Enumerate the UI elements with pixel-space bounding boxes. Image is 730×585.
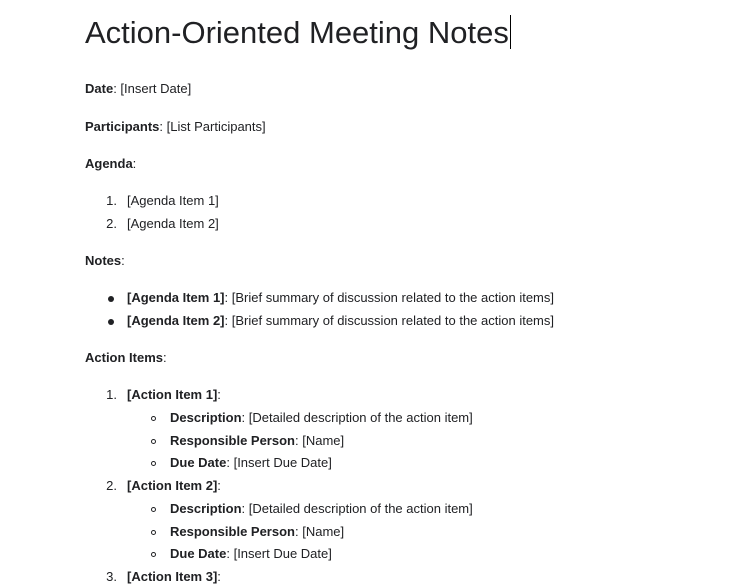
detail-label: Responsible Person <box>170 524 295 539</box>
bullet-circle-icon <box>151 461 156 466</box>
detail-text <box>170 524 344 540</box>
document-title[interactable] <box>85 14 511 52</box>
agenda-label: Agenda <box>85 156 133 171</box>
action-item-title <box>127 569 221 585</box>
detail-label: Due Date <box>170 546 227 561</box>
list-number: 1. <box>106 387 117 402</box>
detail-text <box>170 546 332 562</box>
list-number: 2. <box>106 478 117 493</box>
bullet-circle-icon <box>151 530 156 535</box>
date-label: Date <box>85 81 114 96</box>
participants-field <box>85 119 266 135</box>
action-item-suffix: : <box>217 478 221 493</box>
document-title-text: Action-Oriented Meeting Notes <box>85 15 509 50</box>
detail-label: Responsible Person <box>170 433 295 448</box>
list-item-text: [Agenda Item 1] <box>127 193 219 208</box>
agenda-suffix: : <box>132 156 137 171</box>
action-items-suffix: : <box>163 350 167 365</box>
note-item-title: [Agenda Item 1] <box>127 290 225 305</box>
detail-label: Description <box>170 410 242 425</box>
list-number: 1. <box>106 193 117 208</box>
bullet-disc-icon <box>108 319 114 325</box>
action-items-label: Action Items <box>85 350 164 365</box>
note-item-title: [Agenda Item 2] <box>127 313 225 328</box>
note-item-summary: : [Brief summary of discussion related to the action items] <box>224 313 554 328</box>
participants-label: Participants <box>85 119 160 134</box>
agenda-heading <box>85 156 136 172</box>
action-item-title <box>127 387 221 403</box>
detail-value: : [Detailed description of the action item] <box>241 410 473 425</box>
action-item-name: [Action Item 1] <box>127 387 218 402</box>
detail-text <box>170 455 332 471</box>
list-item-text <box>127 290 554 306</box>
list-number: 2. <box>106 216 117 231</box>
notes-heading <box>85 253 125 269</box>
participants-value: : [List Participants] <box>159 119 266 134</box>
bullet-disc-icon <box>108 296 114 302</box>
detail-text <box>170 501 473 517</box>
detail-text <box>170 410 473 426</box>
notes-label: Notes <box>85 253 122 268</box>
action-item-name: [Action Item 2] <box>127 478 218 493</box>
detail-value: : [Insert Due Date] <box>226 455 332 470</box>
text-cursor <box>510 15 511 49</box>
bullet-circle-icon <box>151 552 156 557</box>
bullet-circle-icon <box>151 416 156 421</box>
action-item-suffix: : <box>217 569 221 584</box>
detail-value: : [Insert Due Date] <box>226 546 332 561</box>
action-item-title <box>127 478 221 494</box>
detail-value: : [Name] <box>294 524 345 539</box>
date-value: : [Insert Date] <box>113 81 192 96</box>
detail-label: Description <box>170 501 242 516</box>
list-item-text: [Agenda Item 2] <box>127 216 219 231</box>
list-number: 3. <box>106 569 117 584</box>
notes-suffix: : <box>121 253 125 268</box>
action-item-suffix: : <box>217 387 221 402</box>
detail-value: : [Detailed description of the action item] <box>241 501 473 516</box>
date-field <box>85 81 191 97</box>
note-item-summary: : [Brief summary of discussion related to the action items] <box>224 290 554 305</box>
detail-value: : [Name] <box>294 433 345 448</box>
bullet-circle-icon <box>151 439 156 444</box>
action-items-heading <box>85 350 167 366</box>
detail-text <box>170 433 344 449</box>
bullet-circle-icon <box>151 507 156 512</box>
action-item-name: [Action Item 3] <box>127 569 218 584</box>
detail-label: Due Date <box>170 455 227 470</box>
list-item-text <box>127 313 554 329</box>
